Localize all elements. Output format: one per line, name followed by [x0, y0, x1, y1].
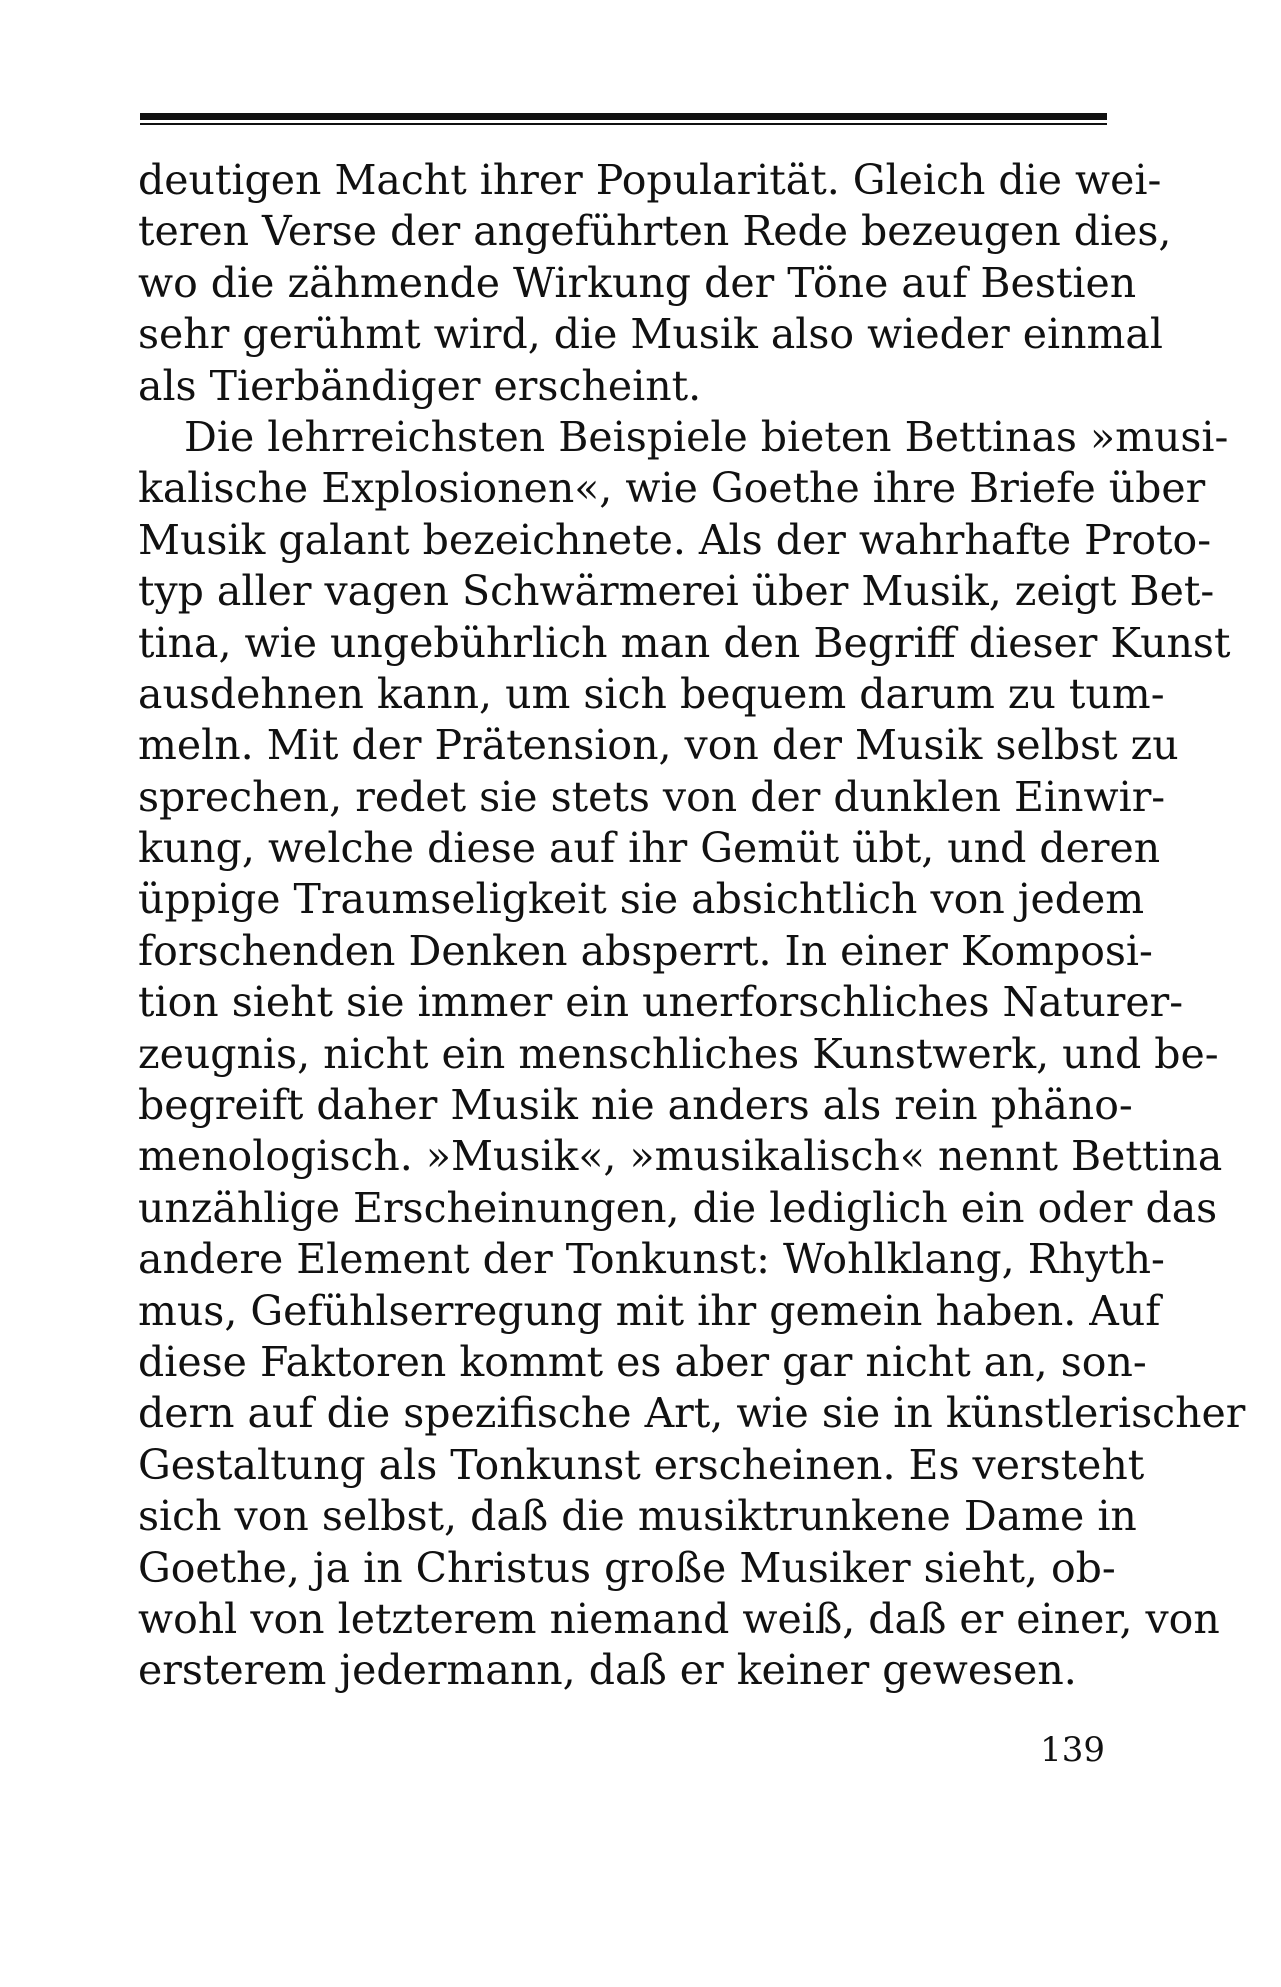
text-line: Goethe, ja in Christus große Musiker sieht, ob- [138, 1543, 1116, 1592]
text-line: kung, welche diese auf ihr Gemüt übt, und deren [138, 824, 1161, 873]
page-number: 139 [1040, 1730, 1105, 1770]
header-rule-thick [140, 113, 1107, 120]
text-line: dern auf die spezifische Art, wie sie in künstlerischer [138, 1389, 1246, 1438]
text-line: Gestaltung als Tonkunst erscheinen. Es versteht [138, 1440, 1145, 1489]
text-line: wohl von letzterem niemand weiß, daß er einer, von [138, 1594, 1220, 1643]
text-line: diese Faktoren kommt es aber gar nicht an, son- [138, 1337, 1147, 1386]
text-line: als Tierbändiger erscheint. [138, 361, 702, 410]
text-line: ausdehnen kann, um sich bequem darum zu tum- [138, 669, 1165, 718]
text-line: mus, Gefühlserregung mit ihr gemein haben. Auf [138, 1286, 1161, 1335]
text-line: tion sieht sie immer ein unerforschliches Naturer- [138, 978, 1184, 1027]
text-line: andere Element der Tonkunst: Wohlklang, Rhyth- [138, 1235, 1165, 1284]
text-line: Die lehrreichsten Beispiele bieten Bettinas »musi- [184, 412, 1229, 461]
text-line: begreift daher Musik nie anders als rein phäno- [138, 1081, 1133, 1130]
text-line: sehr gerühmt wird, die Musik also wieder einmal [138, 310, 1163, 359]
header-rule-thin [140, 123, 1107, 125]
text-line: unzählige Erscheinungen, die lediglich ein oder das [138, 1183, 1218, 1232]
text-line: kalische Explosionen«, wie Goethe ihre Briefe über [138, 464, 1206, 513]
text-line: wo die zähmende Wirkung der Töne auf Bestien [138, 258, 1137, 307]
text-line: Musik galant bezeichnete. Als der wahrhafte Proto- [138, 515, 1212, 564]
text-line: menologisch. »Musik«, »musikalisch« nennt Bettina [138, 1132, 1223, 1181]
text-line: sich von selbst, daß die musiktrunkene Dame in [138, 1492, 1137, 1541]
text-line: typ aller vagen Schwärmerei über Musik, zeigt Bet- [138, 567, 1215, 616]
text-line: meln. Mit der Prätension, von der Musik selbst zu [138, 721, 1179, 770]
text-line: zeugnis, nicht ein menschliches Kunstwerk, und be- [138, 1029, 1219, 1078]
text-line: forschenden Denken absperrt. In einer Komposi- [138, 926, 1153, 975]
text-line: deutigen Macht ihrer Popularität. Gleich die wei- [138, 156, 1162, 204]
body-text [138, 155, 1246, 1697]
text-line: tina, wie ungebührlich man den Begriff dieser Kunst [138, 618, 1231, 667]
text-line: üppige Traumseligkeit sie absichtlich von jedem [138, 875, 1145, 924]
text-line: teren Verse der angeführten Rede bezeugen dies, [138, 207, 1172, 256]
text-line: ersterem jedermann, daß er keiner gewesen. [138, 1646, 1077, 1695]
text-line: sprechen, redet sie stets von der dunklen Einwir- [138, 772, 1166, 821]
